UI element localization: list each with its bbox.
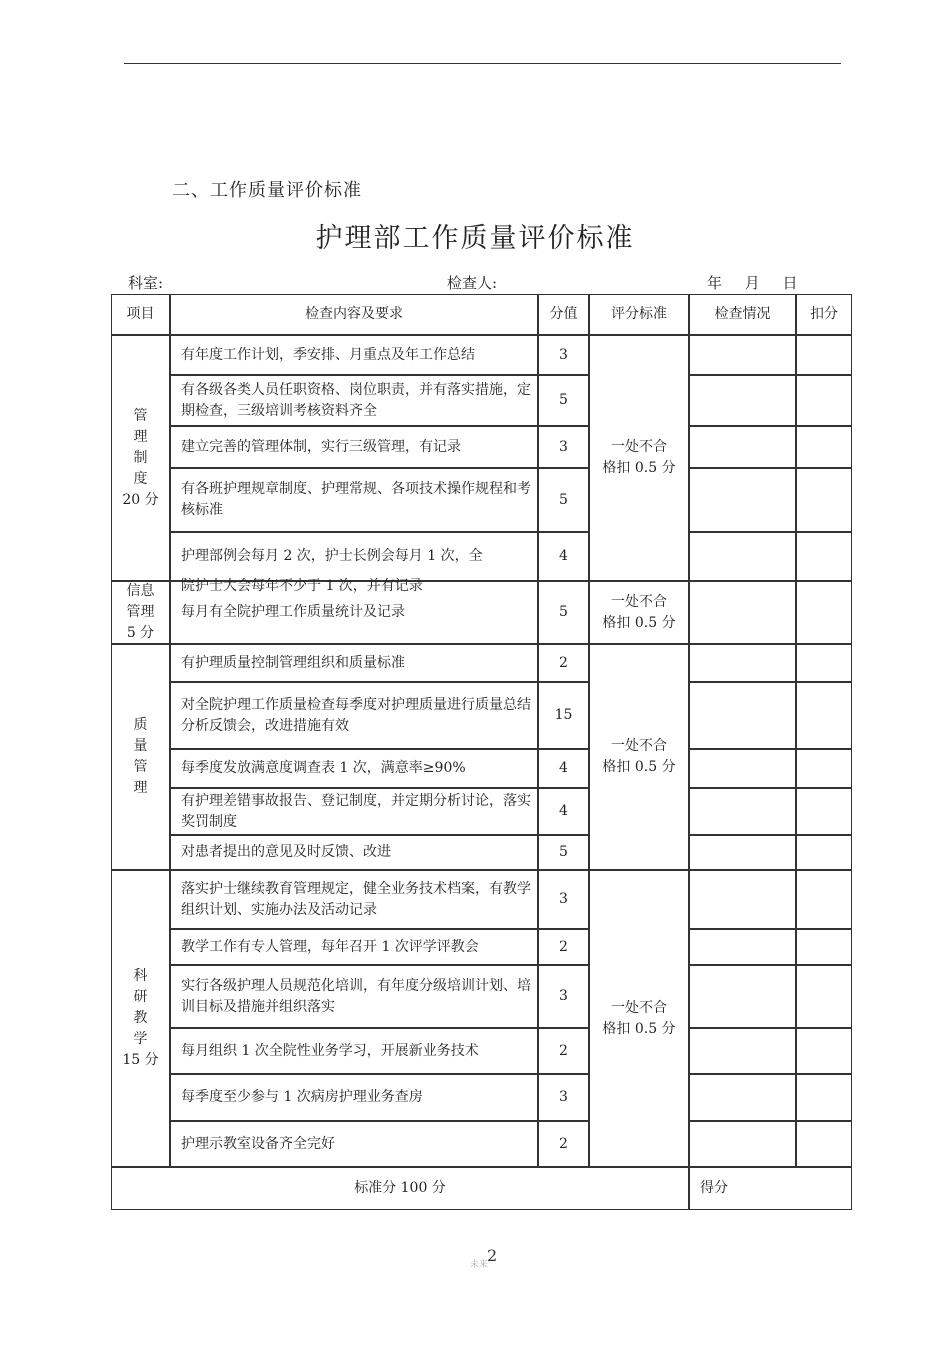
score-cell: 3 — [538, 426, 589, 468]
status-cell — [689, 870, 796, 929]
criteria-text: 一处不合 — [611, 593, 667, 610]
content-cell: 每月有全院护理工作质量统计及记录 — [170, 581, 538, 644]
status-cell — [689, 929, 796, 965]
header-deduction: 扣分 — [796, 294, 852, 335]
content-cell: 每季度发放满意度调查表 1 次，满意率≥90% — [170, 749, 538, 788]
category-text: 管理 — [126, 604, 155, 620]
content-cell: 每季度至少参与 1 次病房护理业务查房 — [170, 1074, 538, 1121]
criteria-text: 一处不合 — [611, 738, 667, 754]
score-label-cell: 得分 — [689, 1167, 852, 1210]
standard-score-cell: 标准分 100 分 — [111, 1167, 689, 1210]
status-cell — [689, 644, 796, 682]
score-cell: 3 — [538, 870, 589, 929]
header-criteria: 评分标准 — [589, 294, 689, 335]
deduction-cell — [796, 1121, 852, 1167]
status-cell — [689, 749, 796, 788]
category-text: 量 — [133, 738, 148, 754]
category-quality-mgmt — [111, 644, 170, 870]
score-cell: 3 — [538, 1074, 589, 1121]
criteria-text: 格扣 0.5 分 — [602, 460, 676, 476]
content-cell: 有护理质量控制管理组织和质量标准 — [170, 644, 538, 682]
criteria-text: 一处不合 — [611, 999, 667, 1016]
content-cell: 有各级各类人员任职资格、岗位职责，并有落实措施，定期检查，三级培训考核资料齐全 — [170, 375, 538, 426]
status-cell — [689, 426, 796, 468]
deduction-cell — [796, 1028, 852, 1074]
content-cell: 对全院护理工作质量检查每季度对护理质量进行质量总结分析反馈会，改进措施有效 — [170, 682, 538, 749]
status-cell — [689, 835, 796, 870]
header-content: 检查内容及要求 — [170, 294, 538, 335]
status-cell — [689, 532, 796, 581]
content-cell: 教学工作有专人管理，每年召开 1 次评学评教会 — [170, 929, 538, 965]
criteria-text: 格扣 0.5 分 — [602, 759, 676, 775]
deduction-cell — [796, 788, 852, 835]
category-text: 5 分 — [126, 625, 155, 641]
status-cell — [689, 468, 796, 532]
content-cell: 有年度工作计划，季安排、月重点及年工作总结 — [170, 335, 538, 375]
deduction-cell — [796, 835, 852, 870]
category-text: 20 分 — [122, 491, 159, 508]
status-cell — [689, 581, 796, 644]
criteria-text: 一处不合 — [611, 439, 667, 455]
status-cell — [689, 1074, 796, 1121]
score-cell: 5 — [538, 835, 589, 870]
section-heading: 二、工作质量评价标准 — [172, 180, 362, 201]
status-cell — [689, 965, 796, 1028]
deduction-cell — [796, 929, 852, 965]
deduction-cell — [796, 749, 852, 788]
score-cell: 5 — [538, 468, 589, 532]
category-text: 信息 — [126, 583, 155, 599]
deduction-cell — [796, 644, 852, 682]
category-mgmt-system — [111, 335, 170, 581]
status-cell — [689, 1028, 796, 1074]
category-text: 度 — [133, 470, 148, 487]
deduction-cell — [796, 581, 852, 644]
category-text: 质 — [133, 717, 148, 733]
deduction-cell — [796, 532, 852, 581]
header-item: 项目 — [111, 294, 170, 335]
deduction-cell — [796, 375, 852, 426]
department-label: 科室: — [128, 274, 164, 292]
score-cell: 4 — [538, 788, 589, 835]
category-text: 学 — [133, 1031, 148, 1047]
category-text: 科 — [133, 968, 148, 984]
category-text: 理 — [133, 780, 148, 796]
category-info-mgmt — [111, 581, 170, 644]
page-number: 2 — [487, 1246, 498, 1265]
content-cell: 落实护士继续教育管理规定，健全业务技术档案，有教学组织计划、实施办法及活动记录 — [170, 870, 538, 929]
criteria-text: 格扣 0.5 分 — [602, 1020, 676, 1037]
criteria-text: 格扣 0.5 分 — [602, 614, 676, 631]
page-mark: 未来 — [470, 1260, 489, 1270]
content-cell: 建立完善的管理体制，实行三级管理，有记录 — [170, 426, 538, 468]
header-status: 检查情况 — [689, 294, 796, 335]
content-cell: 有各班护理规章制度、护理常规、各项技术操作规程和考核标准 — [170, 468, 538, 532]
criteria-cell — [589, 644, 689, 870]
header-score: 分值 — [538, 294, 589, 335]
content-cell: 实行各级护理人员规范化培训，有年度分级培训计划、培训目标及措施并组织落实 — [170, 965, 538, 1028]
score-cell: 2 — [538, 644, 589, 682]
score-cell: 2 — [538, 929, 589, 965]
status-cell — [689, 335, 796, 375]
category-text: 管 — [133, 407, 148, 424]
content-cell: 对患者提出的意见及时反馈、改进 — [170, 835, 538, 870]
deduction-cell — [796, 426, 852, 468]
content-cell: 护理示教室设备齐全完好 — [170, 1121, 538, 1167]
score-cell: 5 — [538, 375, 589, 426]
deduction-cell — [796, 468, 852, 532]
category-text: 研 — [133, 989, 148, 1005]
score-cell: 4 — [538, 749, 589, 788]
deduction-cell — [796, 870, 852, 929]
deduction-cell — [796, 335, 852, 375]
category-text: 理 — [133, 428, 148, 445]
score-cell: 4 — [538, 532, 589, 581]
score-cell: 15 — [538, 682, 589, 749]
content-cell: 每月组织 1 次全院性业务学习，开展新业务技术 — [170, 1028, 538, 1074]
criteria-cell — [589, 870, 689, 1167]
date-label: 年 月 日 — [707, 274, 798, 292]
criteria-cell — [589, 581, 689, 644]
score-cell: 2 — [538, 1028, 589, 1074]
page-title: 护理部工作质量评价标准 — [315, 223, 635, 254]
category-text: 制 — [133, 449, 148, 466]
inspector-label: 检查人: — [447, 274, 498, 292]
content-cell: 有护理差错事故报告、登记制度，并定期分析讨论，落实奖罚制度 — [170, 788, 538, 835]
overflow-text: 院护士大会每年不少于 1 次，并有记录 — [181, 578, 423, 594]
deduction-cell — [796, 682, 852, 749]
category-text: 教 — [133, 1010, 148, 1026]
status-cell — [689, 1121, 796, 1167]
category-research-teaching — [111, 870, 170, 1167]
criteria-cell — [589, 335, 689, 581]
category-text: 管 — [133, 759, 148, 775]
deduction-cell — [796, 1074, 852, 1121]
header-rule — [124, 63, 841, 64]
score-cell: 5 — [538, 581, 589, 644]
status-cell — [689, 788, 796, 835]
status-cell — [689, 682, 796, 749]
category-text: 15 分 — [122, 1052, 159, 1068]
score-cell: 3 — [538, 965, 589, 1028]
status-cell — [689, 375, 796, 426]
score-cell: 2 — [538, 1121, 589, 1167]
deduction-cell — [796, 965, 852, 1028]
score-cell: 3 — [538, 335, 589, 375]
content-cell: 护理部例会每月 2 次，护士长例会每月 1 次，全 — [170, 532, 538, 581]
